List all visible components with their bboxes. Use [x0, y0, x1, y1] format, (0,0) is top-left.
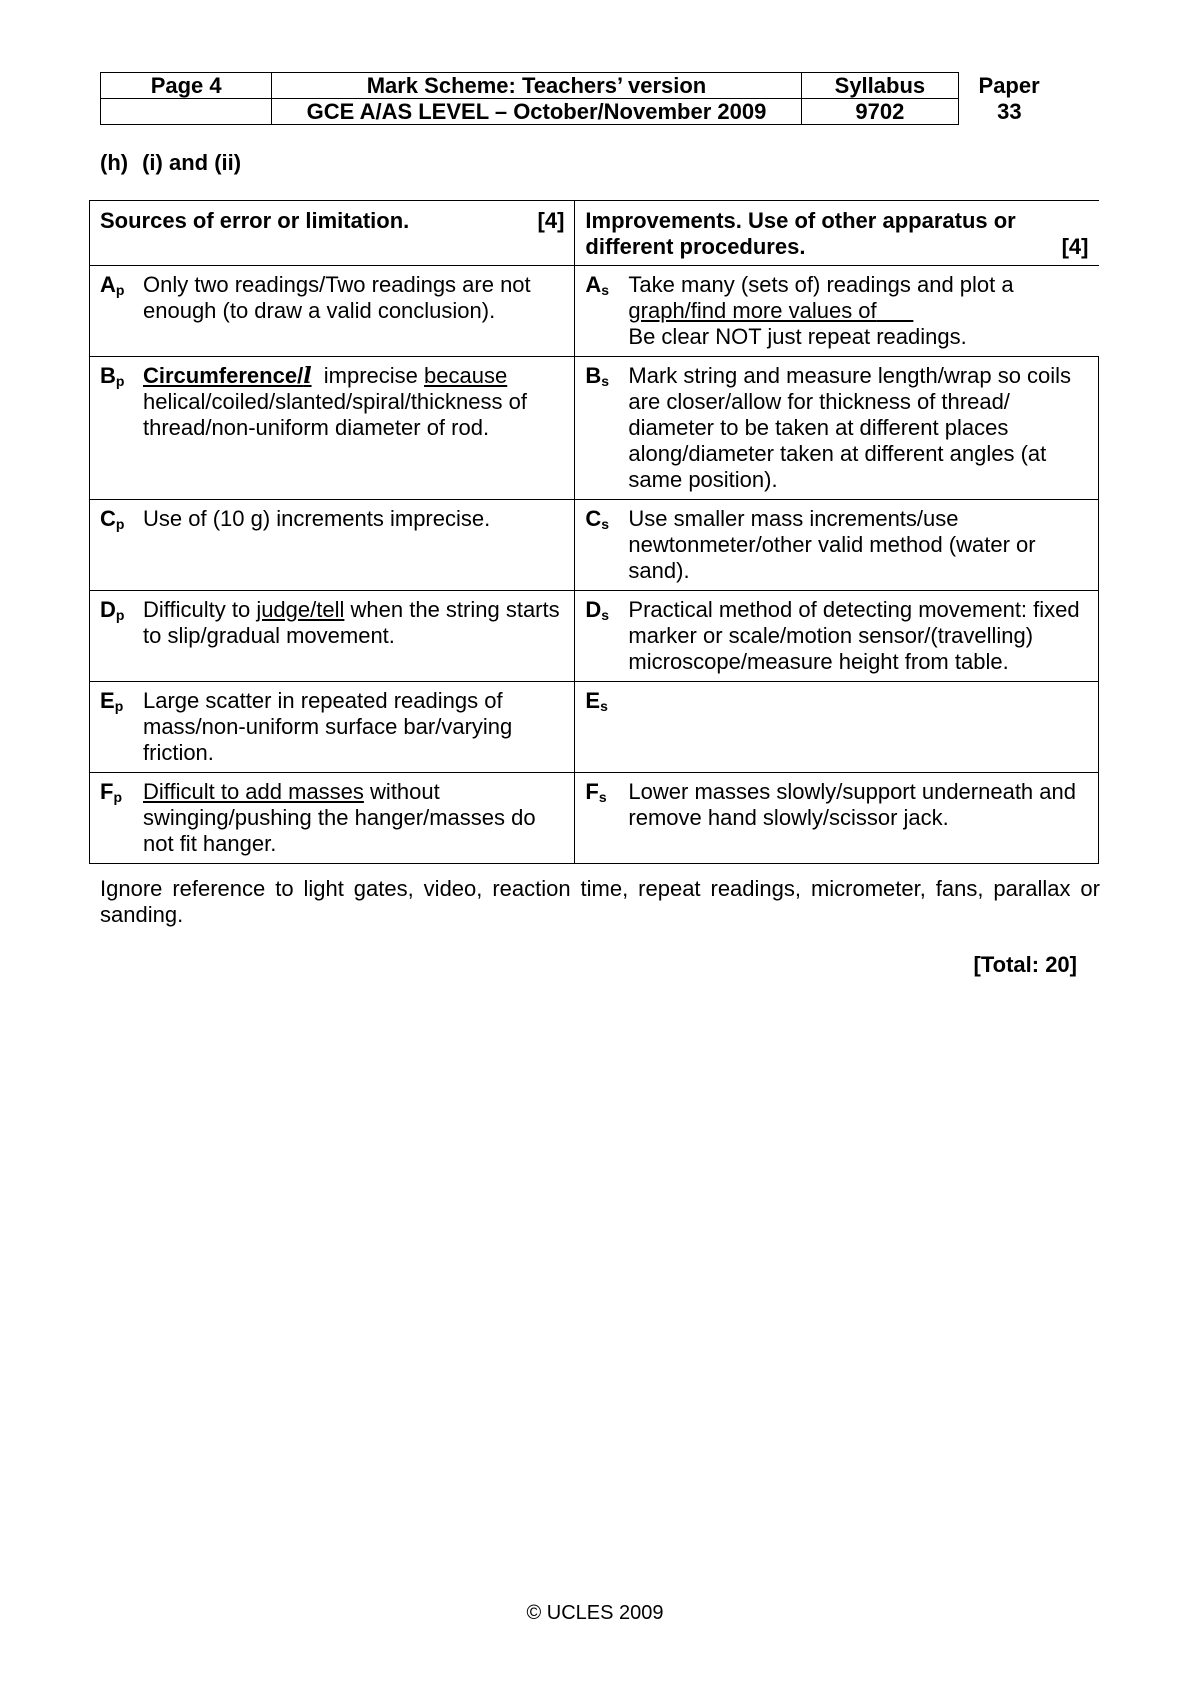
- header-empty-cell: [101, 99, 272, 125]
- section-label: [100, 150, 241, 176]
- table-row: [90, 591, 1099, 682]
- table-cell: [575, 682, 1099, 773]
- table-row: [90, 500, 1099, 591]
- point-code: $D_s$: [585, 597, 610, 623]
- table-cell: [90, 357, 575, 500]
- copyright-footer: © UCLES 2009: [526, 1602, 664, 1624]
- paper-value: 33: [997, 99, 1022, 124]
- error-improvement-table: [89, 200, 1099, 864]
- table-cell: [575, 591, 1099, 682]
- paper-label: Paper: [978, 73, 1040, 98]
- point-code: $C_p$: [100, 506, 125, 532]
- table-cell: [575, 500, 1099, 591]
- table-cell: [90, 591, 575, 682]
- exam-session: GCE A/AS LEVEL – October/November 2009: [272, 99, 801, 125]
- table-row: [90, 773, 1099, 864]
- point-text: Difficulty to judge/tell when the string starts to slip/gradual movement.: [143, 597, 560, 648]
- point-code: $A_s$: [585, 272, 610, 298]
- table-row: [90, 682, 1099, 773]
- table-cell: [90, 500, 575, 591]
- table-row: [90, 266, 1099, 357]
- point-code: $E_s$: [585, 688, 608, 714]
- header-table: [100, 72, 1060, 125]
- section-subparts: (i) and (ii): [142, 150, 242, 175]
- improvements-marks: [4]: [1061, 234, 1089, 259]
- point-code: $E_p$: [100, 688, 124, 714]
- ignore-note: Ignore reference to light gates, video, reaction time, repeat readings, micrometer, fans, parallax or sanding.: [100, 876, 1100, 927]
- point-text: Take many (sets of) readings and plot a graph/find more values of Be clear NOT just repeat readings.: [628, 272, 1014, 349]
- point-text: Circumference/l imprecise because helical/coiled/slanted/spiral/thickness of thread/non-uniform diameter of rod.: [143, 363, 527, 440]
- sources-header-text: Sources of error or limitation.: [100, 208, 410, 233]
- table-cell: [575, 773, 1099, 864]
- sources-marks: [4]: [537, 208, 565, 233]
- point-text: Use smaller mass increments/use newtonmeter/other valid method (water or sand).: [628, 506, 1036, 583]
- table-cell: [575, 357, 1099, 500]
- point-code: $F_p$: [100, 779, 123, 805]
- point-text: Lower masses slowly/support underneath and remove hand slowly/scissor jack.: [628, 779, 1076, 830]
- point-text: Difficult to add masses without swinging/pushing the hanger/masses do not fit hanger.: [143, 779, 536, 856]
- table-cell: [575, 266, 1099, 357]
- point-code: $D_p$: [100, 597, 125, 623]
- table-cell: [90, 773, 575, 864]
- point-code: $B_s$: [585, 363, 610, 389]
- point-code: $B_p$: [100, 363, 125, 389]
- sources-header: [90, 201, 575, 266]
- table-header-row: [90, 201, 1099, 266]
- point-text: [628, 688, 1088, 719]
- syllabus-value: 9702: [801, 99, 959, 125]
- point-text: Practical method of detecting movement: fixed marker or scale/motion sensor/(travelling) microscope/measure height from table.: [628, 597, 1080, 674]
- section-letter: (h): [100, 150, 129, 175]
- table-cell: [90, 682, 575, 773]
- point-text: Only two readings/Two readings are not enough (to draw a valid conclusion).: [143, 272, 531, 323]
- table-row: [90, 357, 1099, 500]
- syllabus-label: Syllabus: [801, 73, 959, 99]
- point-code: $C_s$: [585, 506, 610, 532]
- improvements-header: [575, 201, 1099, 266]
- total-marks: [Total: 20]: [973, 952, 1077, 977]
- improvements-header-text: Improvements. Use of other apparatus or different procedures.: [585, 208, 1016, 259]
- page-number: Page 4: [101, 73, 272, 99]
- point-text: Use of (10 g) increments imprecise.: [143, 506, 491, 531]
- point-text: Large scatter in repeated readings of mass/non-uniform surface bar/varying friction.: [143, 688, 513, 765]
- document-title: Mark Scheme: Teachers’ version: [272, 73, 801, 99]
- point-code: $A_p$: [100, 272, 125, 298]
- table-cell: [90, 266, 575, 357]
- point-code: $F_s$: [585, 779, 607, 805]
- point-text: Mark string and measure length/wrap so coils are closer/allow for thickness of thread/ diameter to be taken at different places along/diameter taken at different angles (at same position).: [628, 363, 1072, 492]
